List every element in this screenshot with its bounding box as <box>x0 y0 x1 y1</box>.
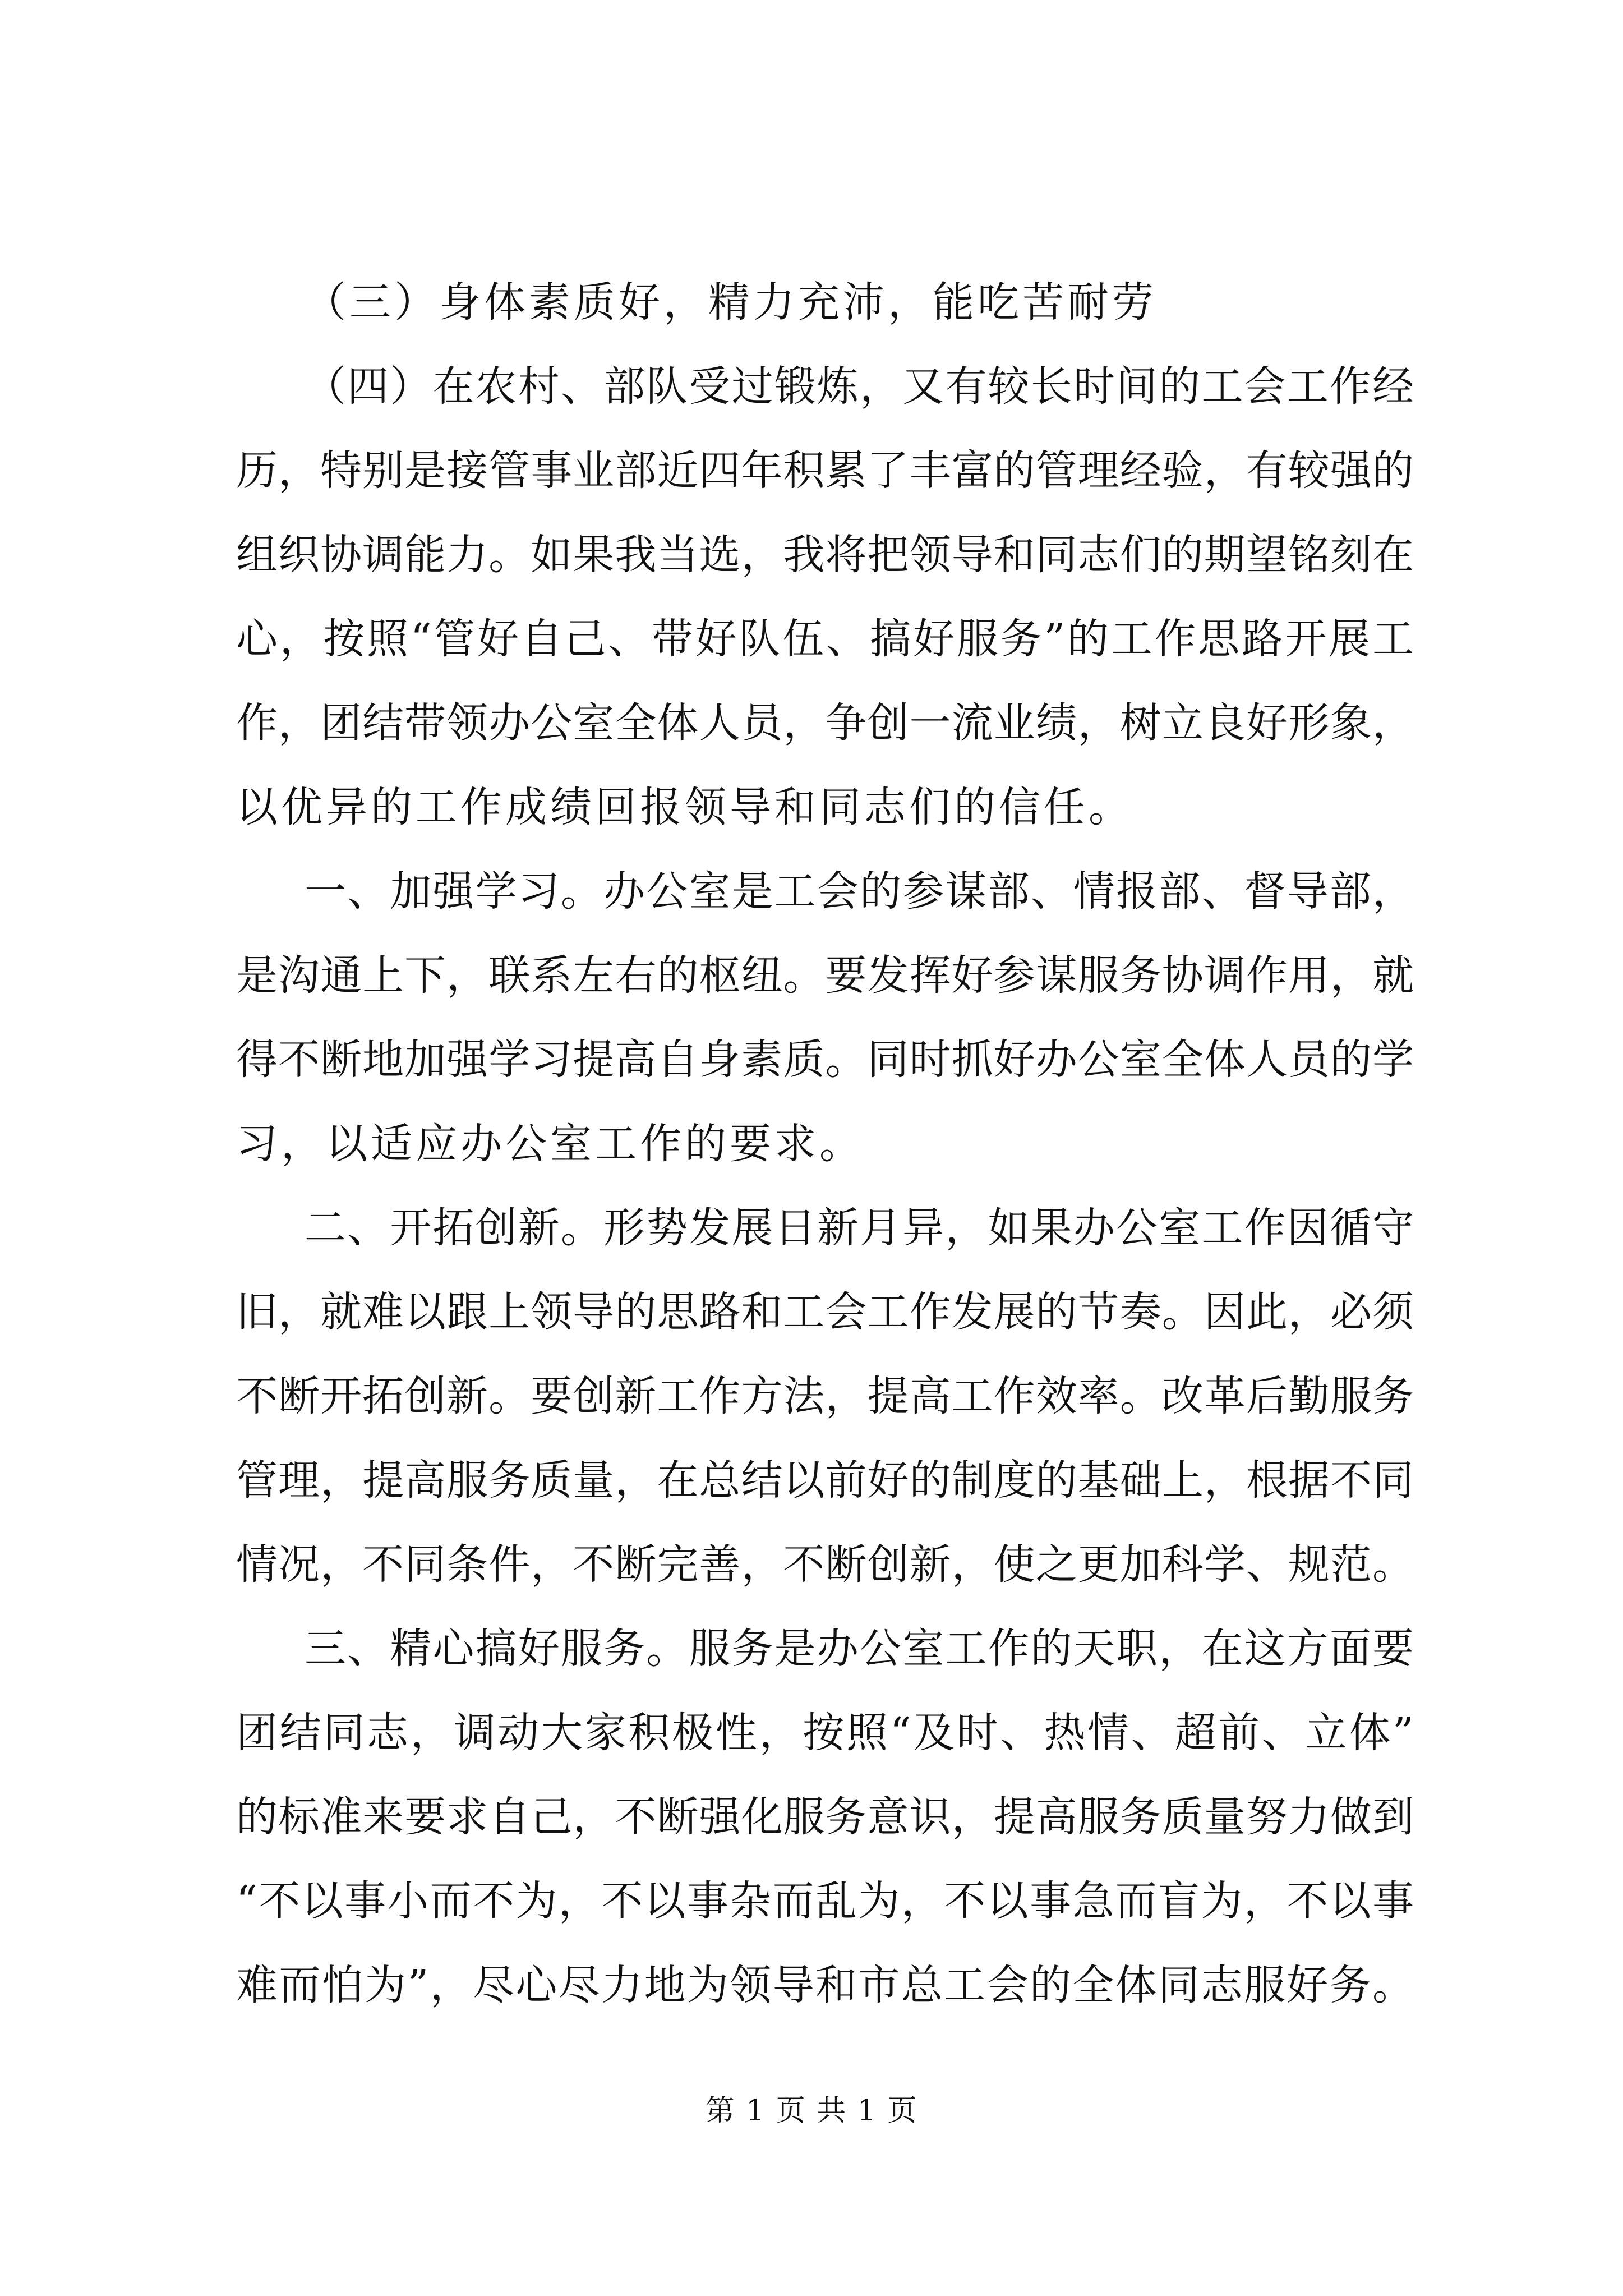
text-line: 得不断地加强学习提高自身素质。同时抓好办公室全体人员的学 <box>236 1036 1414 1084</box>
text-line: 二、开拓创新。形势发展日新月异，如果办公室工作因循守 <box>305 1204 1414 1252</box>
text-line: 团结同志，调动大家积极性，按照“及时、热情、超前、立体” <box>236 1709 1414 1757</box>
text-line: 管理，提高服务质量，在总结以前好的制度的基础上，根据不同 <box>236 1456 1414 1504</box>
text-line: 不断开拓创新。要创新工作方法，提高工作效率。改革后勤服务 <box>236 1372 1414 1420</box>
text-line: 组织协调能力。如果我当选，我将把领导和同志们的期望铭刻在 <box>236 531 1414 579</box>
text-line: 心，按照“管好自己、带好队伍、搞好服务”的工作思路开展工 <box>236 615 1414 663</box>
text-line: 难而怕为”，尽心尽力地为领导和市总工会的全体同志服好务。 <box>236 1961 1414 2009</box>
document-body <box>236 260 1414 2027</box>
page-number-footer: 第 1 页 共 1 页 <box>705 2094 918 2128</box>
text-line: 作，团结带领办公室全体人员，争创一流业绩，树立良好形象， <box>236 699 1414 747</box>
text-line: “不以事小而不为，不以事杂而乱为，不以事急而盲为，不以事 <box>236 1877 1414 1925</box>
text-line: 历，特别是接管事业部近四年积累了丰富的管理经验，有较强的 <box>236 447 1414 495</box>
text-line: 的标准来要求自己，不断强化服务意识，提高服务质量努力做到 <box>236 1793 1414 1841</box>
text-line: 三、精心搞好服务。服务是办公室工作的天职，在这方面要 <box>305 1625 1414 1673</box>
text-line: （四）在农村、部队受过锻炼，又有较长时间的工会工作经 <box>305 362 1414 411</box>
text-line: 是沟通上下，联系左右的枢纽。要发挥好参谋服务协调作用，就 <box>236 951 1414 1000</box>
text-line: 一、加强学习。办公室是工会的参谋部、情报部、督导部， <box>305 867 1414 915</box>
text-line: 情况，不同条件，不断完善，不断创新，使之更加科学、规范。 <box>236 1540 1414 1589</box>
text-line: 旧，就难以跟上领导的思路和工会工作发展的节奏。因此，必须 <box>236 1288 1414 1336</box>
text-line: 以优异的工作成绩回报领导和同志们的信任。 <box>236 783 1133 831</box>
text-line: （三）身体素质好，精力充沛，能吃苦耐劳 <box>305 278 1157 326</box>
text-line: 习，以适应办公室工作的要求。 <box>236 1120 864 1168</box>
